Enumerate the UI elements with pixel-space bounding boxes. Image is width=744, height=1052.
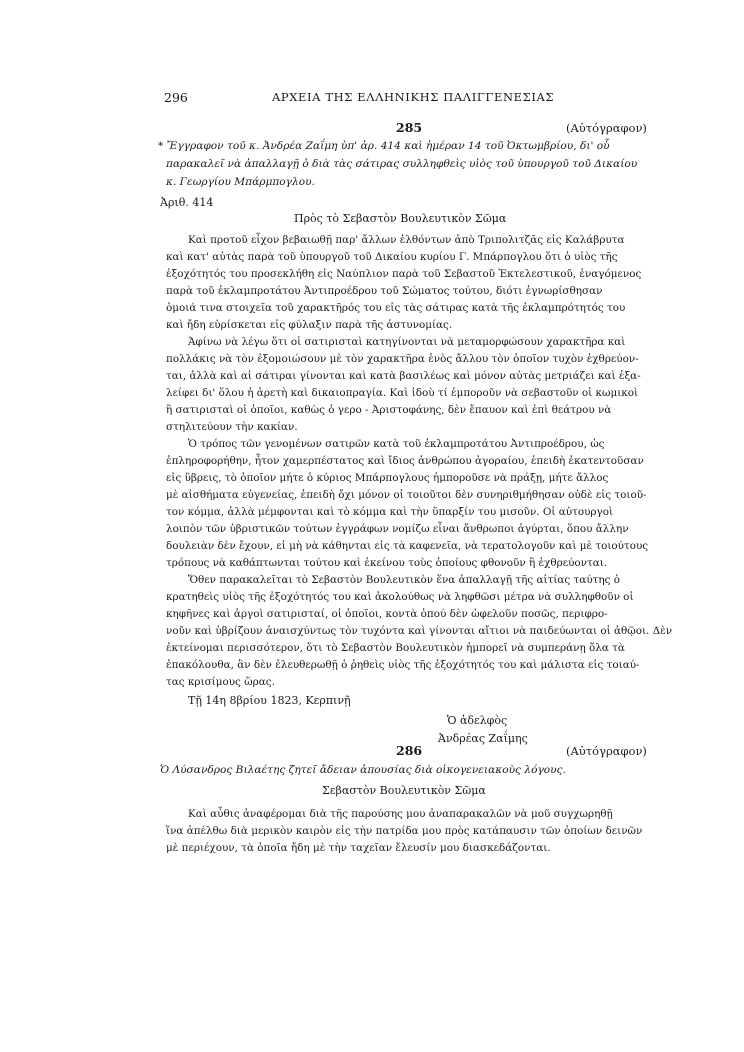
body-line: Καὶ αὖθις ἀναφέρομαι διὰ τῆς παρούσης μου ἀναπαρακαλῶν νὰ μοῦ συγχωρηθῇ <box>188 808 613 820</box>
body-line: ἵνα ἀπέλθω διὰ μερικὸν καιρὸν εἰς τὴν πατρίδα μου πρὸς κατάπαυσιν τῶν ὁποίων δεινῶν <box>166 825 643 837</box>
body-line: ἐπληροφορήθην, ἦτον χαμερπέστατος καὶ ἴδιος ἀνθρώπου ἀγοραίου, ἐπειδὴ ἐκατεντοῦσαν <box>166 455 644 467</box>
body-line: Ἀφίνω νὰ λέγω ὅτι οἱ σατιρισταὶ κατηγίνονται νὰ μεταμορφώσουν χαρακτῆρα καὶ <box>188 336 626 348</box>
body-line: κρατηθεὶς υἱὸς τῆς ἐξοχότητός του καὶ ἀκολούθως νὰ ληφθῶσι μέτρα νὰ συλληφθοῦν οἱ <box>166 591 634 603</box>
body-line: στηλιτεύουν τὴν κακίαν. <box>166 421 298 433</box>
body-line: τρόπους νὰ καθάπτωνται τούτου καὶ ἐκείνου τοὺς ὁποίους φθονοῦν ἢ ἐχθρεύονται. <box>166 557 608 569</box>
body-line: καὶ ἤδη εὑρίσκεται εἰς φύλαξιν παρὰ τῆς ἀστυνομίας. <box>166 319 453 331</box>
body-line: Ὁ τρόπος τῶν γενομένων σατιρῶν κατὰ τοῦ ἐκλαμπροτάτου Ἀντιπροέδρου, ὡς <box>188 438 605 450</box>
body-line: νοῦν καὶ ὑβρίζουν ἀναισχύντως τὸν τυχόντα καὶ γίνονται αἴτιοι νὰ παιδεύωνται οἱ ἀθῷοι. Δὲν <box>166 625 673 637</box>
date-place: Τῇ 14η 8βρίου 1823, Κερπινῇ <box>188 694 351 707</box>
body-line: ται, ἀλλὰ καὶ αἱ σάτιραι γίνονται καὶ κατὰ βασιλέως καὶ μόνον αὐτὰς μετριάζει καὶ ἐξα- <box>166 370 641 382</box>
summary-line: παρακαλεῖ νὰ ἀπαλλαγῇ ὁ διὰ τὰς σάτιρας συλληφθεὶς υἱὸς τοῦ ὑπουργοῦ τοῦ Δικαίου <box>166 158 638 170</box>
summary-line: * Ἔγγραφον τοῦ κ. Ἀνδρέα Ζαΐμη ὑπ' ἀρ. 414 καὶ ἡμέραν 14 τοῦ Ὀκτωμβρίου, δι' οὗ <box>158 140 610 152</box>
body-line: λοιπὸν τῶν ὑβριστικῶν τούτων ἐγγράφων νομίζω εἶναι ἄνθρωποι ἀγύρται, ὅπου ἄλλην <box>166 523 629 535</box>
summary-286: Ὁ Λύσανδρος Βιλαέτης ζητεῖ ἄδειαν ἀπουσίας διὰ οἰκογενειακοὺς λόγους. <box>160 764 566 776</box>
body-line: Ὅθεν παρακαλεῖται τὸ Σεβαστὸν Βουλευτικὸν ἕνα ἀπαλλαγῇ τῆς αἰτίας ταύτης ὁ <box>188 574 620 586</box>
closing-salutation: Ὁ ἀδελφὸς <box>447 714 508 727</box>
body-line: τας κρισίμους ὥρας. <box>166 676 275 688</box>
body-line: ἐξοχότητός του προσεκλήθη εἰς Ναύπλιον παρὰ τοῦ Σεβαστοῦ Ἐκτελεστικοῦ, ἐναγόμενος <box>166 268 642 280</box>
body-line: ὁμοιά τινα στοιχεῖα τοῦ χαρακτῆρός του εἰς τὰς σάτιρας κατὰ τῆς ἐκλαμπρότητός του <box>166 302 626 314</box>
addressee-285: Πρὸς τὸ Σεβαστὸν Βουλευτικὸν Σῶμα <box>294 212 507 225</box>
signature: Ἀνδρέας Ζαΐμης <box>438 732 528 745</box>
reference-number: Ἀριθ. 414 <box>160 196 214 209</box>
body-line: εἰς ὕβρεις, τὸ ὁποῖον μήτε ὁ κύριος Μπάρπογλους ἠμποροῦσε νὰ πράξῃ, μήτε ἄλλος <box>166 472 609 484</box>
body-line: κηφῆνες καὶ ἀργοὶ σατιρισταί, οἱ ὁποῖοι, κοντὰ ὁπού δὲν ὠφελοῦν ποσῶς, περιφρο- <box>166 608 608 620</box>
body-line: παρὰ τοῦ ἐκλαμπροτάτου Ἀντιπροέδρου τοῦ Σώματος τούτου, διότι ἐγνωρίσθησαν <box>166 285 603 297</box>
document-number-285: 285 <box>396 120 423 135</box>
body-line: ἐκτείνομαι περισσότερον, ὅτι τὸ Σεβαστὸν Βουλευτικὸν ἠμπορεῖ νὰ συμπεράνῃ ὅλα τὰ <box>166 642 625 654</box>
body-line: μὲ περιέχουν, τὰ ὁποῖα ἤδη μὲ τὴν ταχεῖαν ἔλευσίν μου διασκεδάζονται. <box>166 842 551 854</box>
document-number-286: 286 <box>396 743 423 758</box>
body-line: τον κόμμα, ἀλλὰ μέμφονται καὶ τὸ κόμμα καὶ τὴν ὕπαρξίν του μισοῦν. Οἱ αὐτουργοὶ <box>166 506 614 518</box>
body-line: ἢ σατιρισταὶ οἱ ὁποῖοι, καθὼς ὁ γερο - Ἀριστοφάνης, δὲν ἔπαυον καὶ ἐπὶ θεάτρου νὰ <box>166 404 612 416</box>
page-number: 296 <box>164 90 188 105</box>
body-line: μὲ αἰσθήματα εὐγενείας, ἐπειδὴ ὄχι μόνον οἱ τοιοῦτοι δὲν συνηριθμήθησαν οὐδὲ εἰς τοιοῦ- <box>166 489 647 501</box>
summary-line: κ. Γεωργίου Μπάρμπογλου. <box>166 176 315 188</box>
running-title: ΑΡΧΕΙΑ ΤΗΣ ΕΛΛΗΝΙΚΗΣ ΠΑΛΙΓΓΕΝΕΣΙΑΣ <box>272 90 555 104</box>
body-line: λείφει δι' ὅλου ἡ ἀρετὴ καὶ δικαιοπραγία. Καὶ ἰδοὺ τί ἐμποροῦν νὰ σεβαστοῦν οἱ κωμικοὶ <box>166 387 639 399</box>
body-line: καὶ κατ' αὐτὰς παρὰ τοῦ ὑπουργοῦ τοῦ Δικαίου κυρίου Γ. Μπάρπογλου ὅτι ὁ υἱὸς τῆς <box>166 251 618 263</box>
body-line: ἐπακόλουθα, ἂν δὲν ἐλευθερωθῇ ὁ ῥηθεὶς υἱὸς τῆς ἐξοχότητός του καὶ μάλιστα εἰς τοιαύ- <box>166 659 640 671</box>
body-line: δουλειὰν δὲν ἔχουν, εἰ μὴ νὰ κάθηνται εἰς τὰ καφενεῖα, νὰ τερατολογοῦν καὶ μὲ τοιούτους <box>166 540 649 552</box>
source-label-285: (Αὐτόγραφον) <box>566 121 647 135</box>
source-label-286: (Αὐτόγραφον) <box>566 744 647 758</box>
addressee-286: Σεβαστὸν Βουλευτικὸν Σῶμα <box>322 784 486 797</box>
body-line: πολλάκις νὰ τὸν ἐξομοιώσουν μὲ τὸν χαρακτῆρα ἑνὸς ἄλλου τὸν ὁποῖον τυχὸν ἐχθρεύον- <box>166 353 639 365</box>
body-line: Καὶ προτοῦ εἶχον βεβαιωθῇ παρ' ἄλλων ἐλθόντων ἀπὸ Τριπολιτζᾶς εἰς Καλάβρυτα <box>188 234 625 246</box>
